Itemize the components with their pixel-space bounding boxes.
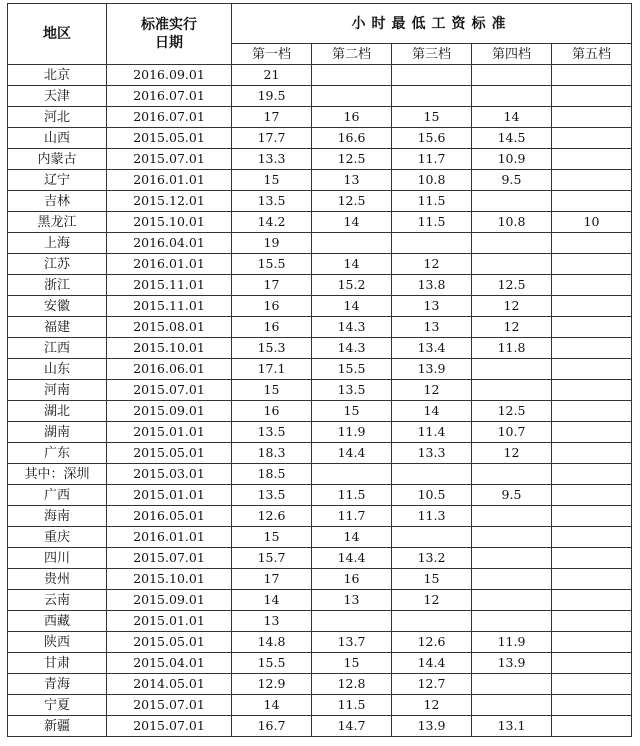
region-cell: 陕西	[8, 632, 107, 653]
region-cell: 山东	[8, 359, 107, 380]
region-cell: 浙江	[8, 275, 107, 296]
tier-4-cell: 9.5	[472, 170, 552, 191]
tier-4-cell	[472, 548, 552, 569]
date-cell: 2015.01.01	[107, 611, 232, 632]
table-row	[8, 548, 632, 569]
tier-5-cell	[552, 716, 632, 737]
tier-3-cell: 12	[392, 380, 472, 401]
tier-5-cell	[552, 632, 632, 653]
region-cell: 海南	[8, 506, 107, 527]
tier-2-cell: 13	[312, 590, 392, 611]
region-cell: 青海	[8, 674, 107, 695]
tier-3-cell: 11.3	[392, 506, 472, 527]
tier-5-cell	[552, 464, 632, 485]
tier-2-cell: 13	[312, 170, 392, 191]
tier-2-cell: 13.5	[312, 380, 392, 401]
tier-4-cell: 12	[472, 317, 552, 338]
tier-4-cell	[472, 464, 552, 485]
table-row	[8, 590, 632, 611]
table-row	[8, 506, 632, 527]
tier-1-cell: 13.5	[232, 485, 312, 506]
table-row	[8, 170, 632, 191]
tier-5-cell	[552, 569, 632, 590]
tier-2-cell: 15.5	[312, 359, 392, 380]
tier-1-cell: 15	[232, 527, 312, 548]
tier-3-cell	[392, 86, 472, 107]
tier-1-cell: 18.3	[232, 443, 312, 464]
date-cell: 2015.10.01	[107, 212, 232, 233]
tier-1-cell: 13.3	[232, 149, 312, 170]
table-row	[8, 422, 632, 443]
header-date	[107, 4, 232, 65]
region-cell: 北京	[8, 65, 107, 86]
tier-header-5: 第五档	[552, 44, 632, 65]
table-row	[8, 401, 632, 422]
tier-2-cell	[312, 611, 392, 632]
tier-3-cell: 13.3	[392, 443, 472, 464]
tier-5-cell	[552, 338, 632, 359]
date-cell: 2015.05.01	[107, 128, 232, 149]
tier-5-cell	[552, 506, 632, 527]
tier-4-cell: 10.9	[472, 149, 552, 170]
tier-5-cell	[552, 317, 632, 338]
tier-4-cell: 12	[472, 296, 552, 317]
tier-2-cell: 14.3	[312, 338, 392, 359]
table-row	[8, 359, 632, 380]
tier-3-cell	[392, 527, 472, 548]
tier-4-cell	[472, 380, 552, 401]
date-cell: 2016.01.01	[107, 254, 232, 275]
date-cell: 2015.01.01	[107, 485, 232, 506]
tier-1-cell: 15.7	[232, 548, 312, 569]
tier-1-cell: 16.7	[232, 716, 312, 737]
tier-2-cell: 14	[312, 296, 392, 317]
table-row	[8, 86, 632, 107]
date-cell: 2016.01.01	[107, 527, 232, 548]
tier-1-cell: 16	[232, 401, 312, 422]
table-row	[8, 632, 632, 653]
tier-1-cell: 15	[232, 170, 312, 191]
tier-4-cell: 11.8	[472, 338, 552, 359]
tier-3-cell	[392, 611, 472, 632]
table-row	[8, 338, 632, 359]
table-row	[8, 275, 632, 296]
tier-5-cell	[552, 422, 632, 443]
region-cell: 内蒙古	[8, 149, 107, 170]
tier-2-cell: 14.4	[312, 443, 392, 464]
tier-2-cell: 11.5	[312, 695, 392, 716]
region-cell: 西藏	[8, 611, 107, 632]
tier-5-cell: 10	[552, 212, 632, 233]
tier-1-cell: 13.5	[232, 191, 312, 212]
region-cell: 新疆	[8, 716, 107, 737]
tier-header-1: 第一档	[232, 44, 312, 65]
date-cell: 2015.05.01	[107, 443, 232, 464]
tier-2-cell: 11.9	[312, 422, 392, 443]
table-row	[8, 212, 632, 233]
tier-5-cell	[552, 695, 632, 716]
date-cell: 2015.07.01	[107, 695, 232, 716]
tier-3-cell: 13.2	[392, 548, 472, 569]
tier-1-cell: 14.8	[232, 632, 312, 653]
tier-4-cell: 12.5	[472, 275, 552, 296]
tier-4-cell	[472, 65, 552, 86]
tier-4-cell	[472, 569, 552, 590]
tier-5-cell	[552, 359, 632, 380]
tier-3-cell: 11.4	[392, 422, 472, 443]
tier-3-cell: 14	[392, 401, 472, 422]
tier-4-cell	[472, 527, 552, 548]
table-row	[8, 443, 632, 464]
date-cell: 2015.11.01	[107, 275, 232, 296]
tier-2-cell: 14	[312, 254, 392, 275]
tier-5-cell	[552, 65, 632, 86]
table-row	[8, 296, 632, 317]
region-cell: 广东	[8, 443, 107, 464]
table-row	[8, 65, 632, 86]
date-cell: 2015.07.01	[107, 149, 232, 170]
region-cell: 甘肃	[8, 653, 107, 674]
tier-5-cell	[552, 527, 632, 548]
region-cell: 黑龙江	[8, 212, 107, 233]
tier-5-cell	[552, 380, 632, 401]
tier-4-cell: 12	[472, 443, 552, 464]
tier-4-cell: 14	[472, 107, 552, 128]
table-row	[8, 527, 632, 548]
tier-header-4: 第四档	[472, 44, 552, 65]
tier-4-cell	[472, 191, 552, 212]
tier-1-cell: 16	[232, 317, 312, 338]
tier-3-cell: 12.7	[392, 674, 472, 695]
tier-5-cell	[552, 674, 632, 695]
region-cell: 上海	[8, 233, 107, 254]
region-cell: 四川	[8, 548, 107, 569]
tier-1-cell: 13	[232, 611, 312, 632]
tier-4-cell	[472, 86, 552, 107]
tier-3-cell: 11.7	[392, 149, 472, 170]
region-cell: 其中：深圳	[8, 464, 107, 485]
tier-5-cell	[552, 590, 632, 611]
tier-4-cell	[472, 695, 552, 716]
date-cell: 2015.07.01	[107, 548, 232, 569]
tier-3-cell: 13.8	[392, 275, 472, 296]
region-cell: 福建	[8, 317, 107, 338]
header-date-text: 标准实行日期	[141, 17, 197, 51]
table-row	[8, 716, 632, 737]
tier-2-cell: 14.3	[312, 317, 392, 338]
date-cell: 2015.09.01	[107, 401, 232, 422]
tier-3-cell: 12.6	[392, 632, 472, 653]
tier-1-cell: 19	[232, 233, 312, 254]
tier-2-cell	[312, 86, 392, 107]
tier-2-cell: 15	[312, 401, 392, 422]
tier-2-cell: 11.7	[312, 506, 392, 527]
tier-4-cell: 9.5	[472, 485, 552, 506]
date-cell: 2015.07.01	[107, 716, 232, 737]
tier-5-cell	[552, 170, 632, 191]
date-cell: 2015.12.01	[107, 191, 232, 212]
date-cell: 2015.03.01	[107, 464, 232, 485]
tier-3-cell: 11.5	[392, 212, 472, 233]
tier-4-cell: 11.9	[472, 632, 552, 653]
date-cell: 2016.01.01	[107, 170, 232, 191]
tier-1-cell: 19.5	[232, 86, 312, 107]
tier-4-cell: 10.7	[472, 422, 552, 443]
date-cell: 2016.06.01	[107, 359, 232, 380]
region-cell: 山西	[8, 128, 107, 149]
tier-3-cell: 15	[392, 107, 472, 128]
tier-5-cell	[552, 107, 632, 128]
region-cell: 安徽	[8, 296, 107, 317]
tier-5-cell	[552, 191, 632, 212]
tier-5-cell	[552, 443, 632, 464]
tier-2-cell: 13.7	[312, 632, 392, 653]
tier-3-cell: 13.9	[392, 359, 472, 380]
tier-2-cell: 14	[312, 212, 392, 233]
tier-3-cell: 13.4	[392, 338, 472, 359]
region-cell: 贵州	[8, 569, 107, 590]
tier-1-cell: 14.2	[232, 212, 312, 233]
region-cell: 辽宁	[8, 170, 107, 191]
tier-1-cell: 16	[232, 296, 312, 317]
tier-5-cell	[552, 548, 632, 569]
table-body	[8, 65, 632, 737]
tier-2-cell: 15.2	[312, 275, 392, 296]
tier-2-cell	[312, 233, 392, 254]
tier-4-cell	[472, 254, 552, 275]
tier-5-cell	[552, 233, 632, 254]
region-cell: 广西	[8, 485, 107, 506]
table-header	[8, 4, 632, 65]
tier-1-cell: 17	[232, 275, 312, 296]
region-cell: 重庆	[8, 527, 107, 548]
tier-1-cell: 17	[232, 569, 312, 590]
table-row	[8, 191, 632, 212]
tier-3-cell: 15.6	[392, 128, 472, 149]
min-wage-table	[7, 3, 632, 737]
date-cell: 2015.07.01	[107, 380, 232, 401]
region-cell: 湖南	[8, 422, 107, 443]
tier-4-cell: 10.8	[472, 212, 552, 233]
tier-header-3: 第三档	[392, 44, 472, 65]
table-row	[8, 149, 632, 170]
tier-header-2: 第二档	[312, 44, 392, 65]
tier-3-cell	[392, 65, 472, 86]
tier-3-cell	[392, 464, 472, 485]
tier-5-cell	[552, 254, 632, 275]
table-row	[8, 317, 632, 338]
tier-1-cell: 21	[232, 65, 312, 86]
tier-5-cell	[552, 611, 632, 632]
table-row	[8, 674, 632, 695]
header-region: 地区	[8, 4, 107, 65]
tier-3-cell: 13	[392, 317, 472, 338]
tier-3-cell: 10.8	[392, 170, 472, 191]
tier-3-cell: 14.4	[392, 653, 472, 674]
tier-3-cell: 11.5	[392, 191, 472, 212]
tier-1-cell: 18.5	[232, 464, 312, 485]
tier-3-cell: 13	[392, 296, 472, 317]
region-cell: 江苏	[8, 254, 107, 275]
table-row	[8, 380, 632, 401]
tier-1-cell: 13.5	[232, 422, 312, 443]
tier-1-cell: 12.6	[232, 506, 312, 527]
tier-2-cell: 16.6	[312, 128, 392, 149]
region-cell: 天津	[8, 86, 107, 107]
tier-1-cell: 15.5	[232, 653, 312, 674]
tier-3-cell: 12	[392, 254, 472, 275]
date-cell: 2016.05.01	[107, 506, 232, 527]
tier-5-cell	[552, 275, 632, 296]
tier-4-cell	[472, 506, 552, 527]
date-cell: 2015.01.01	[107, 422, 232, 443]
table-row	[8, 128, 632, 149]
region-cell: 宁夏	[8, 695, 107, 716]
tier-4-cell: 12.5	[472, 401, 552, 422]
date-cell: 2016.04.01	[107, 233, 232, 254]
tier-1-cell: 17.7	[232, 128, 312, 149]
date-cell: 2015.10.01	[107, 338, 232, 359]
min-wage-table-container	[7, 3, 632, 737]
tier-4-cell	[472, 611, 552, 632]
tier-5-cell	[552, 296, 632, 317]
table-row	[8, 653, 632, 674]
tier-4-cell	[472, 233, 552, 254]
tier-1-cell: 17.1	[232, 359, 312, 380]
tier-2-cell: 12.5	[312, 191, 392, 212]
date-cell: 2015.10.01	[107, 569, 232, 590]
tier-4-cell	[472, 590, 552, 611]
date-cell: 2014.05.01	[107, 674, 232, 695]
tier-2-cell: 12.8	[312, 674, 392, 695]
tier-1-cell: 12.9	[232, 674, 312, 695]
table-row	[8, 254, 632, 275]
tier-2-cell: 12.5	[312, 149, 392, 170]
tier-1-cell: 14	[232, 695, 312, 716]
header-title: 小时最低工资标准	[232, 4, 632, 44]
date-cell: 2015.09.01	[107, 590, 232, 611]
tier-3-cell	[392, 233, 472, 254]
date-cell: 2015.11.01	[107, 296, 232, 317]
date-cell: 2015.04.01	[107, 653, 232, 674]
table-row	[8, 485, 632, 506]
tier-5-cell	[552, 149, 632, 170]
date-cell: 2015.05.01	[107, 632, 232, 653]
tier-3-cell: 10.5	[392, 485, 472, 506]
date-cell: 2015.08.01	[107, 317, 232, 338]
tier-3-cell: 12	[392, 590, 472, 611]
tier-5-cell	[552, 485, 632, 506]
tier-3-cell: 15	[392, 569, 472, 590]
tier-4-cell	[472, 674, 552, 695]
region-cell: 湖北	[8, 401, 107, 422]
tier-1-cell: 14	[232, 590, 312, 611]
table-row	[8, 695, 632, 716]
tier-2-cell: 11.5	[312, 485, 392, 506]
tier-2-cell	[312, 464, 392, 485]
tier-3-cell: 12	[392, 695, 472, 716]
tier-5-cell	[552, 401, 632, 422]
tier-2-cell: 14.4	[312, 548, 392, 569]
tier-1-cell: 15	[232, 380, 312, 401]
region-cell: 吉林	[8, 191, 107, 212]
date-cell: 2016.07.01	[107, 107, 232, 128]
tier-4-cell	[472, 359, 552, 380]
tier-1-cell: 15.3	[232, 338, 312, 359]
region-cell: 云南	[8, 590, 107, 611]
tier-1-cell: 15.5	[232, 254, 312, 275]
date-cell: 2016.09.01	[107, 65, 232, 86]
table-row	[8, 464, 632, 485]
tier-5-cell	[552, 86, 632, 107]
tier-3-cell: 13.9	[392, 716, 472, 737]
region-cell: 河北	[8, 107, 107, 128]
table-row	[8, 233, 632, 254]
region-cell: 江西	[8, 338, 107, 359]
tier-2-cell	[312, 65, 392, 86]
table-row	[8, 611, 632, 632]
tier-4-cell: 14.5	[472, 128, 552, 149]
tier-2-cell: 16	[312, 107, 392, 128]
tier-2-cell: 16	[312, 569, 392, 590]
region-cell: 河南	[8, 380, 107, 401]
tier-5-cell	[552, 128, 632, 149]
tier-2-cell: 14.7	[312, 716, 392, 737]
tier-5-cell	[552, 653, 632, 674]
tier-1-cell: 17	[232, 107, 312, 128]
tier-2-cell: 15	[312, 653, 392, 674]
tier-4-cell: 13.1	[472, 716, 552, 737]
tier-2-cell: 14	[312, 527, 392, 548]
tier-4-cell: 13.9	[472, 653, 552, 674]
table-row	[8, 569, 632, 590]
table-row	[8, 107, 632, 128]
date-cell: 2016.07.01	[107, 86, 232, 107]
